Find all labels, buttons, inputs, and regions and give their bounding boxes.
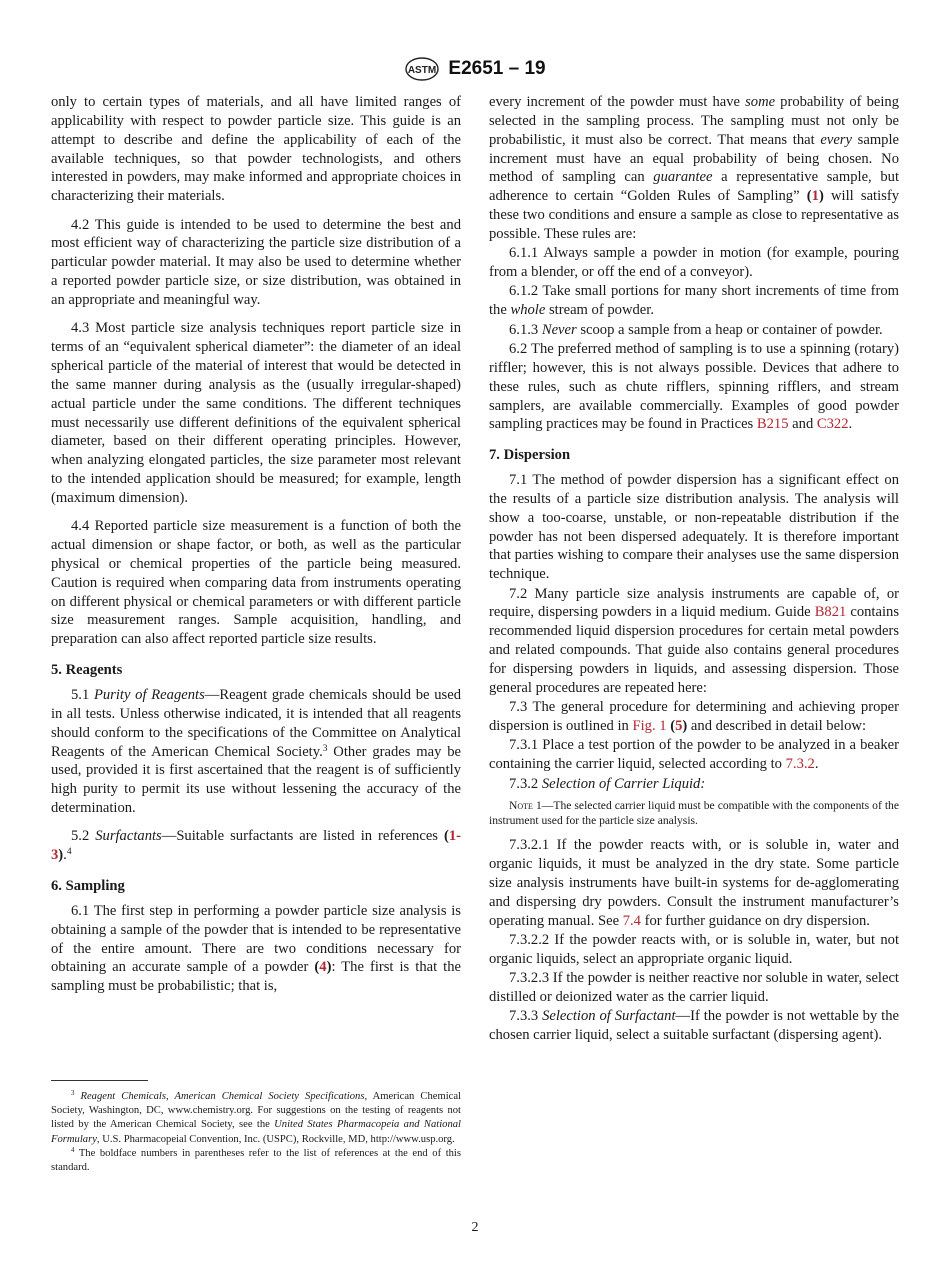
text-run: for further guidance on dry dispersion. xyxy=(640,912,870,929)
paragraph xyxy=(51,902,461,996)
text-run: 6.2 The preferred method of sampling is to use a spinning (rotary) riffler; however, this is not always possible. Devices that adhere to these rules, such as chute rifflers, spinning rifflers, and stream samplers, are available commercially. Examples of good powder sampling practices may be found in Practices xyxy=(489,340,899,433)
text-run: every increment of the powder must have xyxy=(489,94,746,110)
page-number: 2 xyxy=(471,1220,479,1235)
text-run: —The selected carrier liquid must be compatible with the components of the instrument used for the particle size analysis. xyxy=(489,799,899,827)
paragraph xyxy=(489,340,899,434)
text-run: 5.1 xyxy=(71,686,94,703)
text-run: 7.1 The method of powder dispersion has a significant effect on the results of a particle size distribution analysis. The analysis will show a too-coarse, unstable, or non-repeatable distribution if the powder has not been dispersed adequately. It is therefore important that parties wishing to compare their analyses use the same dispersion technique. xyxy=(489,472,899,583)
text-run: 6.1.2 Take small portions for many short increments of time from the xyxy=(489,283,899,319)
page-header xyxy=(0,56,950,87)
section-heading xyxy=(51,877,461,896)
text-run: 5.2 xyxy=(71,828,96,845)
text-run: guarantee xyxy=(653,169,713,186)
text-run: Reagent Chemicals, American Chemical Society Specifications xyxy=(80,1091,365,1102)
paragraph xyxy=(489,1007,899,1045)
astm-logo-icon xyxy=(404,56,440,82)
text-run: The boldface numbers in parentheses refer to the list of references at the end of this standard. xyxy=(51,1147,461,1174)
paragraph xyxy=(51,319,461,507)
text-run: contains recommended liquid dispersion procedures for certain metal powders and related compounds. That guide also contains general procedures for dispersing powders in liquids, and assessing dispersion. Those general procedures are repeated here: xyxy=(489,604,899,696)
reference-link[interactable]: B215 xyxy=(756,416,789,433)
text-run: . xyxy=(848,416,853,433)
text-run: scoop a sample from a heap or container of powder. xyxy=(576,321,883,338)
reference-link[interactable]: B821 xyxy=(814,604,847,621)
reference-link[interactable]: 4 xyxy=(319,959,327,976)
text-run: Note 1 xyxy=(509,799,542,813)
text-run: . xyxy=(63,847,67,864)
paragraph xyxy=(489,736,899,774)
paragraph xyxy=(489,836,899,930)
text-run: 7.3.2.3 If the powder is neither reactive nor soluble in water, select distilled or deionized water as the carrier liquid. xyxy=(489,970,899,1006)
text-run: 7.3 The general procedure for determining and achieving proper dispersion is outlined in xyxy=(489,699,899,734)
right-column xyxy=(489,93,899,1046)
text-run: stream of powder. xyxy=(545,302,654,319)
footnote xyxy=(51,1147,461,1175)
text-run: Purity of Reagents xyxy=(93,686,205,703)
footnote-marker: 4 xyxy=(71,1147,75,1155)
text-run: Selection of Surfactant xyxy=(542,1008,676,1025)
text-run: ( xyxy=(443,828,449,845)
text-run: 4.3 Most particle size analysis techniques report particle size in terms of an “equivalent spherical diameter”: the diameter of an ideal spherical particle of the material of interest that would be detected in the same manner during analysis as the (usually irregular-shaped) actual particle under the same conditions. The different techniques must necessarily use different definitions of the equivalent spherical diameter, based on their different operating principles. However, when analyzing elongated particles, the size parameter most relevant to the intended application should be measured; for example, length (maximum dimension). xyxy=(51,320,461,506)
text-run: Never xyxy=(541,321,577,338)
reference-link[interactable]: Fig. 1 xyxy=(632,718,667,734)
paragraph xyxy=(51,827,461,865)
text-run: 7. Dispersion xyxy=(489,447,571,464)
footnote xyxy=(51,1090,461,1147)
footnote-marker: 3 xyxy=(322,743,328,754)
text-run: probability of being selected in the sampling process. The sampling must not only be probabilistic, it must also be correct. That means that xyxy=(489,94,899,148)
document-designation: E2651 – 19 xyxy=(448,58,546,79)
text-run: every xyxy=(820,131,852,148)
paragraph xyxy=(489,698,899,736)
text-run: —Suitable surfactants are listed in references xyxy=(161,828,444,845)
text-run: 4.2 This guide is intended to be used to determine the best and most efficient way of characterizing the particle size distribution of a particular powder material. It may also be used to determine whether a reported powder particle size, or size distribution, was obtained in an appropriate and meaningful way. xyxy=(51,216,461,308)
text-run: 4.4 Reported particle size measurement is a function of both the actual dimension or shape factor, or both, as well as the particular physical or chemical properties of the particle being measured. Caution is required when comparing data from instruments operating on different physical or chemical parameters or with different particle size measurement ranges. Sample acquisition, handling, and preparation can also affect reported particle size results. xyxy=(51,518,461,648)
paragraph xyxy=(489,585,899,698)
paragraph xyxy=(489,931,899,969)
reference-link[interactable]: 1-3 xyxy=(51,828,462,864)
paragraph xyxy=(51,216,461,310)
text-run: and described in detail below: xyxy=(687,718,866,734)
text-run: sample increment must have an equal probability of being chosen. No method of sampling can xyxy=(489,131,899,186)
section-heading xyxy=(489,446,899,465)
footnote-marker: 4 xyxy=(66,847,72,857)
footnote-marker: 3 xyxy=(71,1090,75,1098)
text-run: 7.3.1 Place a test portion of the powder to be analyzed in a beaker containing the carrier liquid, selected according to xyxy=(489,737,899,773)
text-run: 6.1 The first step in performing a powder particle size analysis is obtaining a sample of the powder that is intended to be representative of the entire amount. There are two conditions necessary for obtaining an accurate sample of a powder xyxy=(51,902,461,976)
reference-link[interactable]: 7.4 xyxy=(622,912,641,929)
svg-text:ASTM: ASTM xyxy=(408,65,437,76)
reference-link[interactable]: 7.3.2 xyxy=(785,756,815,773)
text-run: 6.1.1 Always sample a powder in motion (for example, pouring from a blender, or off the end of a conveyor). xyxy=(489,245,899,281)
text-run: 6. Sampling xyxy=(51,878,125,895)
text-run: 6.1.3 xyxy=(509,321,542,338)
text-run: will satisfy these two conditions and ensure a sample as close to representative as possible. These rules are: xyxy=(489,188,899,242)
paragraph xyxy=(489,321,899,340)
text-run: Selection of Carrier Liquid: xyxy=(541,775,706,792)
text-run: ( xyxy=(314,959,320,976)
text-run: Other grades may be used, provided it is first ascertained that the reagent is of sufficiently high purity to permit its use without lessening the accuracy of the determination. xyxy=(51,743,461,817)
footnote-divider xyxy=(51,1080,148,1081)
paragraph xyxy=(489,969,899,1007)
text-run: ) xyxy=(682,718,688,734)
text-run: ) xyxy=(58,847,64,864)
text-run: ) xyxy=(818,188,824,205)
text-run: 5. Reagents xyxy=(51,662,123,679)
text-run: 7.3.2.2 If the powder reacts with, or is soluble in, water, but not organic liquids, select an appropriate organic liquid. xyxy=(489,932,899,967)
paragraph xyxy=(489,775,899,794)
text-run: and xyxy=(788,416,817,433)
text-run: 7.3.2 xyxy=(509,775,542,792)
footnotes xyxy=(51,1080,461,1175)
text-run: 7.2 Many particle size analysis instruments are capable of, or require, dispersing powders in a liquid medium. Guide xyxy=(489,585,899,621)
paragraph xyxy=(489,282,899,320)
text-run: Surfactants xyxy=(95,828,162,845)
reference-link[interactable]: 1 xyxy=(811,188,819,205)
text-run: : The first is that the sampling must be probabilistic; that is, xyxy=(51,959,461,995)
section-heading xyxy=(51,661,461,680)
text-run: only to certain types of materials, and all have limited ranges of applicability with respect to powder particle size. This guide is an attempt to describe and define the applicability of each of the available techniques, so that powder technologists, and others interested in powders, may make informed and appropriate choices in characterizing their materials. xyxy=(51,94,461,205)
reference-link[interactable]: C322 xyxy=(816,416,849,433)
paragraph xyxy=(51,93,461,206)
paragraph xyxy=(489,93,899,244)
reference-link[interactable]: 5 xyxy=(675,718,683,734)
footnote-list xyxy=(51,1090,461,1175)
text-run: a representative sample, but adherence to certain “Golden Rules of Sampling” xyxy=(489,169,899,205)
left-column xyxy=(51,93,461,1006)
text-run: ( xyxy=(806,188,812,205)
text-run: 7.3.2.1 If the powder reacts with, or is soluble in, water and organic liquids, it must be analyzed in the dry state. Some particle size analysis instruments have built-in systems for de-agglomerating and dispersing dry powders. Consult the instrument manufacturer’s operating manual. See xyxy=(489,837,899,929)
text-run: ( xyxy=(670,718,676,734)
text-run: whole xyxy=(510,302,546,319)
paragraph xyxy=(489,244,899,282)
text-run: some xyxy=(745,94,776,110)
text-run: ) xyxy=(326,959,332,976)
paragraph xyxy=(489,471,899,584)
text-run: , American Chemical Society, Washington, DC, www.chemistry.org. For suggestions on the testing of reagents not listed by the American Chemical Society, see the xyxy=(51,1091,461,1131)
text-run: —If the powder is not wettable by the chosen carrier liquid, select a suitable surfactant (dispersing agent). xyxy=(489,1008,899,1044)
text-run: 7.3.3 xyxy=(509,1008,543,1025)
text-run: —Reagent grade chemicals should be used in all tests. Unless otherwise indicated, it is intended that all reagents should conform to the specifications of the Committee on Analytical Reagents of the American Chemical Society. xyxy=(51,686,461,760)
text-run: . xyxy=(814,756,819,773)
text-run: , U.S. Pharmacopeial Convention, Inc. (USPC), Rockville, MD, http://www.usp.org. xyxy=(96,1133,455,1145)
paragraph xyxy=(51,686,461,818)
text-run: United States Pharmacopeia and National Formulary xyxy=(51,1119,461,1145)
note xyxy=(489,799,899,828)
paragraph xyxy=(51,517,461,649)
